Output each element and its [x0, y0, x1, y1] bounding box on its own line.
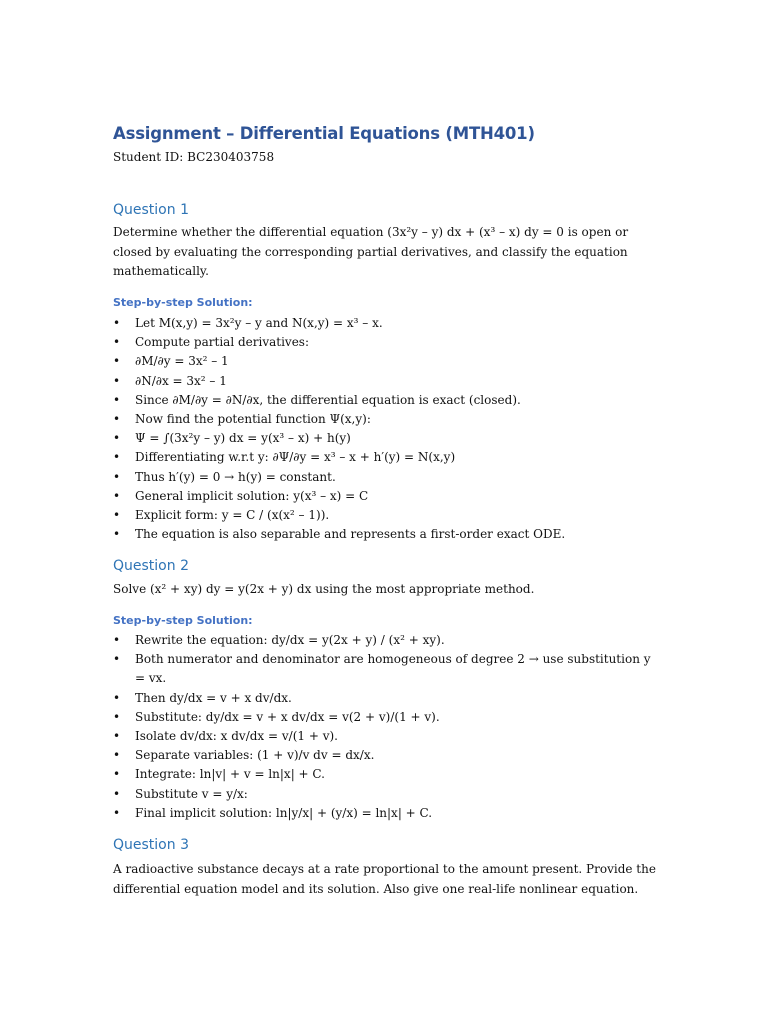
list-item: • Since ∂M/∂y = ∂N/∂x, the differential equation is exact (closed).: [113, 391, 658, 410]
list-item: • Thus h′(y) = 0 → h(y) = constant.: [113, 468, 658, 487]
list-item: • Integrate: ln|v| + v = ln|x| + C.: [113, 765, 658, 784]
q2-solution-heading: Step-by-step Solution:: [113, 614, 253, 627]
list-item: • Now find the potential function Ψ(x,y):: [113, 410, 658, 429]
student-id: Student ID: BC230403758: [113, 150, 275, 164]
list-item: • Separate variables: (1 + v)/v dv = dx/x.: [113, 746, 658, 765]
document-title: Assignment – Differential Equations (MTH401): [113, 124, 535, 143]
list-item: • Then dy/dx = v + x dv/dx.: [113, 689, 658, 708]
list-item: • ∂N/∂x = 3x² – 1: [113, 372, 658, 391]
list-item: • The equation is also separable and represents a first-order exact ODE.: [113, 525, 658, 544]
q3-heading: Question 3: [113, 837, 189, 853]
list-item: • Ψ = ∫(3x²y – y) dx = y(x³ – x) + h(y): [113, 429, 658, 448]
list-item: • Substitute v = y/x:: [113, 785, 658, 804]
list-item: • Both numerator and denominator are homogeneous of degree 2 → use substitution y = vx.: [113, 650, 658, 688]
list-item: • Substitute: dy/dx = v + x dv/dx = v(2 + v)/(1 + v).: [113, 708, 658, 727]
q3-text: A radioactive substance decays at a rate proportional to the amount present. Provide the differential equation model and its solution. Also give one real-life nonlinear equation.: [113, 862, 656, 896]
list-item: • Compute partial derivatives:: [113, 333, 658, 352]
list-item: • Isolate dv/dx: x dv/dx = v/(1 + v).: [113, 727, 658, 746]
q2-steps: [113, 631, 658, 823]
q1-text: Determine whether the differential equation (3x²y – y) dx + (x³ – x) dy = 0 is open or closed by evaluating the corresponding partial derivatives, and classify the equation mathematically.: [113, 225, 629, 278]
list-item: • ∂M/∂y = 3x² – 1: [113, 352, 658, 371]
q2-heading: Question 2: [113, 558, 189, 574]
list-item: • Explicit form: y = C / (x(x² – 1)).: [113, 506, 658, 525]
q1-heading: Question 1: [113, 202, 189, 218]
list-item: • Rewrite the equation: dy/dx = y(2x + y) / (x² + xy).: [113, 631, 658, 650]
list-item: • Differentiating w.r.t y: ∂Ψ/∂y = x³ – x + h′(y) = N(x,y): [113, 448, 658, 467]
list-item: • Final implicit solution: ln|y/x| + (y/x) = ln|x| + C.: [113, 804, 658, 823]
q2-text: Solve (x² + xy) dy = y(2x + y) dx using the most appropriate method.: [113, 582, 535, 596]
list-item: • Let M(x,y) = 3x²y – y and N(x,y) = x³ – x.: [113, 314, 658, 333]
q1-solution-heading: Step-by-step Solution:: [113, 296, 253, 309]
list-item: • General implicit solution: y(x³ – x) = C: [113, 487, 658, 506]
q1-steps: [113, 314, 658, 544]
